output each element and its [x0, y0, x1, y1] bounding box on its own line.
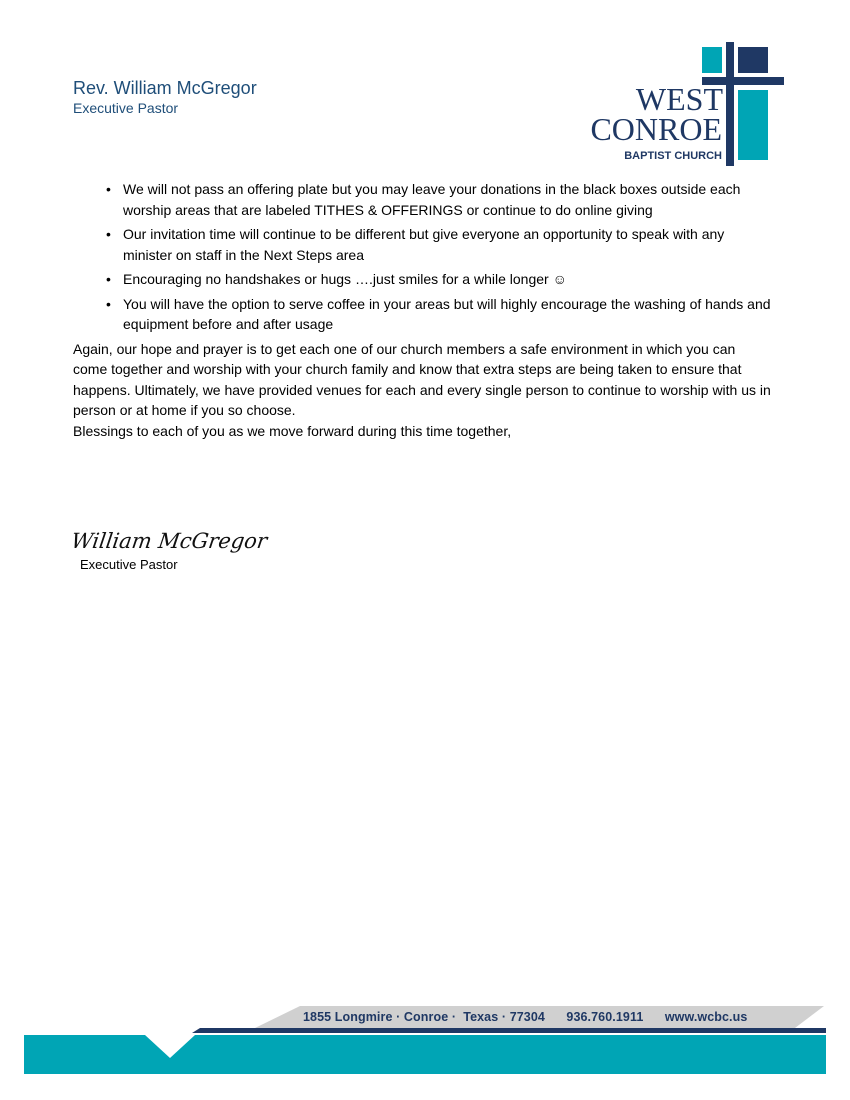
letter-body	[73, 179, 773, 441]
logo-cross-vertical	[726, 42, 734, 166]
logo-line-baptist: BAPTIST CHURCH	[624, 150, 722, 162]
bullet-item	[73, 179, 773, 220]
bullet-text: You will have the option to serve coffee in your areas but will highly encourage the washing of hands and equipment before and after usage	[123, 295, 771, 332]
bullet-text: We will not pass an offering plate but you may leave your donations in the black boxes outside each worship areas that are labeled TITHES & OFFERINGS or continue to do online giving	[123, 181, 741, 218]
bullet-item	[73, 224, 773, 265]
bullet-item	[73, 269, 773, 290]
logo-square-bottom-right	[738, 90, 768, 160]
bullet-dot-icon: •	[106, 181, 111, 197]
signature-title: Executive Pastor	[80, 557, 178, 572]
header-title: Executive Pastor	[73, 100, 179, 116]
logo-square-top-right	[738, 47, 768, 73]
footer-website: www.wcbc.us	[664, 1010, 748, 1024]
church-logo	[585, 40, 790, 168]
footer-address: 1855 Longmire · Conroe · Texas · 77304	[303, 1010, 545, 1024]
bullet-text: Encouraging no handshakes or hugs ….just smiles for a while longer ☺	[123, 271, 567, 287]
bullet-dot-icon: •	[106, 295, 111, 312]
signature-script: William McGregor	[69, 528, 269, 553]
handwritten-signature	[69, 522, 269, 558]
bullet-list	[73, 179, 773, 335]
bullet-item	[73, 294, 773, 335]
logo-square-top-left	[702, 47, 722, 73]
footer-contact	[303, 1010, 747, 1024]
footer-navy-line	[192, 1028, 826, 1033]
main-paragraph: Again, our hope and prayer is to get each one of our church members a safe environment in which you can come together and worship with your church family and know that extra steps are being taken to ensure that happens. Ultimately, we have provided venues for each and every single person to continue to worship with us in person or at home if you so choose.	[73, 340, 771, 418]
logo-line-west: WEST	[635, 81, 723, 117]
bullet-dot-icon: •	[106, 271, 111, 287]
logo-line-conroe: CONROE	[590, 111, 722, 147]
footer-phone: 936.760.1911	[566, 1010, 644, 1024]
header-name: Rev. William McGregor	[73, 78, 257, 98]
closing-line: Blessings to each of you as we move forward during this time together,	[73, 422, 512, 439]
bullet-text: Our invitation time will continue to be different but give everyone an opportunity to speak with any minister on staff in the Next Steps area	[123, 226, 725, 263]
footer-teal-band	[24, 1035, 826, 1074]
bullet-dot-icon: •	[106, 226, 111, 242]
